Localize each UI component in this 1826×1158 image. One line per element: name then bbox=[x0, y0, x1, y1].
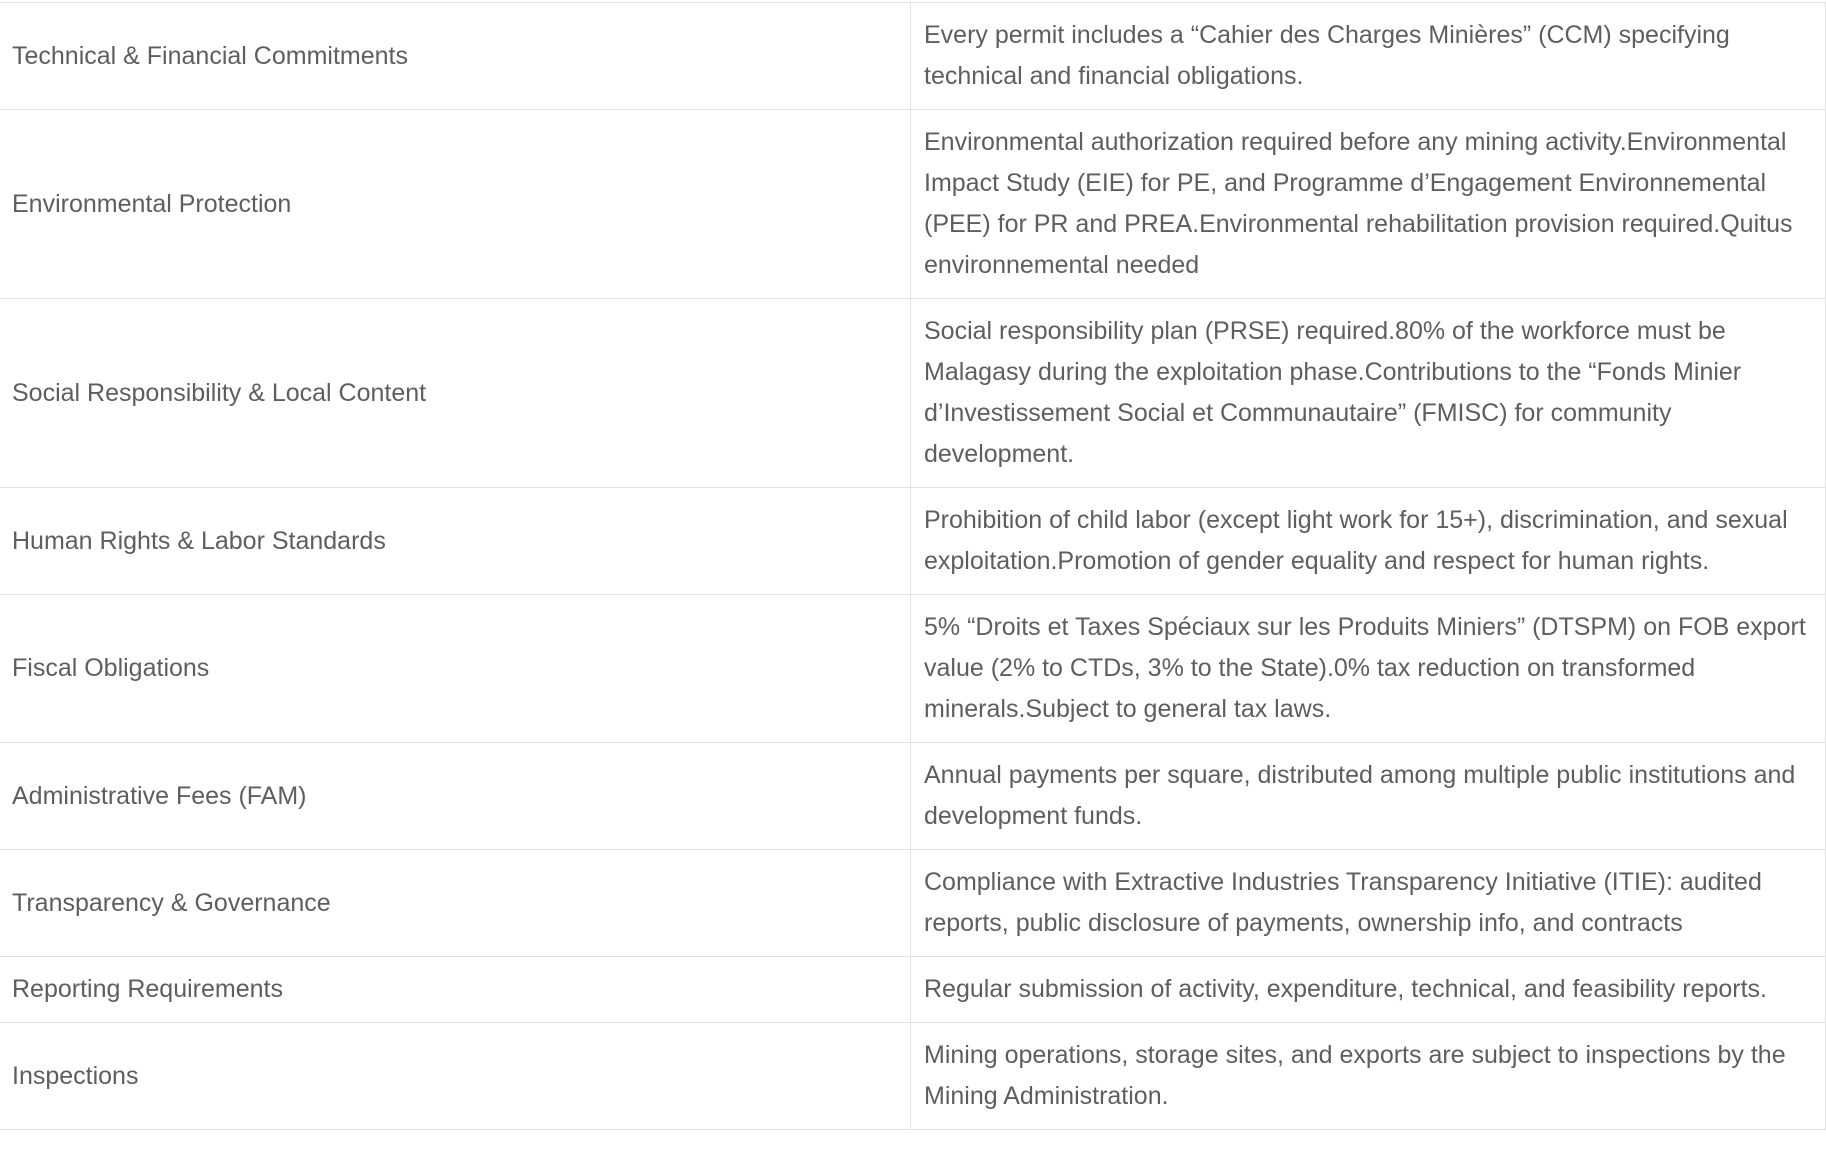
row-label: Administrative Fees (FAM) bbox=[0, 743, 911, 849]
row-description: Mining operations, storage sites, and exports are subject to inspections by the Mining Administration. bbox=[911, 1023, 1826, 1129]
table-row bbox=[0, 3, 1826, 110]
table-row bbox=[0, 957, 1826, 1023]
row-label: Human Rights & Labor Standards bbox=[0, 488, 911, 594]
row-description: Regular submission of activity, expenditure, technical, and feasibility reports. bbox=[911, 957, 1826, 1022]
row-label: Environmental Protection bbox=[0, 110, 911, 298]
row-description: Every permit includes a “Cahier des Charges Minières” (CCM) specifying technical and financial obligations. bbox=[911, 3, 1826, 109]
row-label: Technical & Financial Commitments bbox=[0, 3, 911, 109]
row-label: Transparency & Governance bbox=[0, 850, 911, 956]
row-description: Social responsibility plan (PRSE) required.80% of the workforce must be Malagasy during the exploitation phase.Contributions to the “Fonds Minier d’Investissement Social et Communautaire” (FMISC) for community development. bbox=[911, 299, 1826, 487]
row-description: Annual payments per square, distributed among multiple public institutions and development funds. bbox=[911, 743, 1826, 849]
table-row bbox=[0, 110, 1826, 299]
table-row bbox=[0, 1023, 1826, 1130]
row-description: 5% “Droits et Taxes Spéciaux sur les Produits Miniers” (DTSPM) on FOB export value (2% to CTDs, 3% to the State).0% tax reduction on transformed minerals.Subject to general tax laws. bbox=[911, 595, 1826, 742]
table-row bbox=[0, 743, 1826, 850]
row-description: Prohibition of child labor (except light work for 15+), discrimination, and sexual exploitation.Promotion of gender equality and respect for human rights. bbox=[911, 488, 1826, 594]
row-description: Compliance with Extractive Industries Transparency Initiative (ITIE): audited reports, public disclosure of payments, ownership info, and contracts bbox=[911, 850, 1826, 956]
row-label: Inspections bbox=[0, 1023, 911, 1129]
table-row bbox=[0, 595, 1826, 743]
row-description: Environmental authorization required before any mining activity.Environmental Impact Study (EIE) for PE, and Programme d’Engagement Environnemental (PEE) for PR and PREA.Environmental rehabilitation provision required.Quitus environnemental needed bbox=[911, 110, 1826, 298]
table-row bbox=[0, 850, 1826, 957]
table-row bbox=[0, 488, 1826, 595]
row-label: Fiscal Obligations bbox=[0, 595, 911, 742]
row-label: Reporting Requirements bbox=[0, 957, 911, 1022]
obligations-table bbox=[0, 2, 1826, 1130]
row-label: Social Responsibility & Local Content bbox=[0, 299, 911, 487]
table-row bbox=[0, 299, 1826, 488]
